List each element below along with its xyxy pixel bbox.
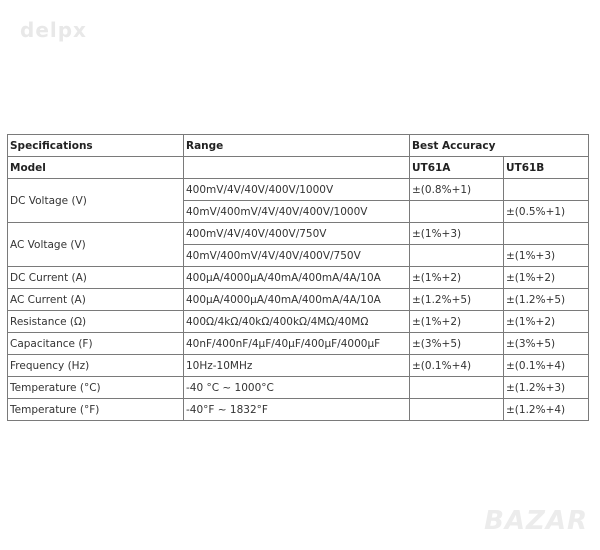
cell-ut61a [410, 399, 504, 421]
cell-ut61a: ±(1%+2) [410, 267, 504, 289]
table-row-ac-current [8, 289, 589, 311]
table-row-capacitance [8, 333, 589, 355]
model-range-empty [184, 157, 410, 179]
header-range: Range [184, 135, 410, 157]
cell-range: 400Ω/4kΩ/40kΩ/400kΩ/4MΩ/40MΩ [184, 311, 410, 333]
cell-ut61b [504, 179, 589, 201]
watermark-delpx: delpx [20, 18, 87, 42]
cell-ut61b [504, 223, 589, 245]
model-ut61a: UT61A [410, 157, 504, 179]
cell-ut61b: ±(0.1%+4) [504, 355, 589, 377]
header-best-accuracy: Best Accuracy [410, 135, 589, 157]
row-label-frequency: Frequency (Hz) [8, 355, 184, 377]
table-row-temperature-f [8, 399, 589, 421]
header-specifications: Specifications [8, 135, 184, 157]
cell-ut61a: ±(3%+5) [410, 333, 504, 355]
row-label-ac-current: AC Current (A) [8, 289, 184, 311]
cell-ut61a: ±(1%+3) [410, 223, 504, 245]
table-row-ac-voltage-1 [8, 223, 589, 245]
table-header-row [8, 135, 589, 157]
cell-range: 400µA/4000µA/40mA/400mA/4A/10A [184, 267, 410, 289]
cell-range: 10Hz-10MHz [184, 355, 410, 377]
cell-ut61b: ±(1.2%+4) [504, 399, 589, 421]
cell-range: 40mV/400mV/4V/40V/400V/750V [184, 245, 410, 267]
cell-ut61b: ±(0.5%+1) [504, 201, 589, 223]
row-label-temperature-f: Temperature (°F) [8, 399, 184, 421]
cell-range: 40mV/400mV/4V/40V/400V/1000V [184, 201, 410, 223]
row-label-dc-voltage: DC Voltage (V) [8, 179, 184, 223]
cell-ut61a [410, 377, 504, 399]
cell-ut61b: ±(3%+5) [504, 333, 589, 355]
cell-ut61b: ±(1%+2) [504, 267, 589, 289]
row-label-ac-voltage: AC Voltage (V) [8, 223, 184, 267]
table-row-frequency [8, 355, 589, 377]
cell-ut61a: ±(0.8%+1) [410, 179, 504, 201]
cell-ut61b: ±(1%+3) [504, 245, 589, 267]
cell-ut61a: ±(1.2%+5) [410, 289, 504, 311]
model-row [8, 157, 589, 179]
watermark-bazar: BAZAR [484, 506, 588, 536]
model-ut61b: UT61B [504, 157, 589, 179]
cell-range: -40°F ~ 1832°F [184, 399, 410, 421]
cell-ut61b: ±(1.2%+3) [504, 377, 589, 399]
cell-ut61a: ±(1%+2) [410, 311, 504, 333]
cell-range: 40nF/400nF/4µF/40µF/400µF/4000µF [184, 333, 410, 355]
row-label-dc-current: DC Current (A) [8, 267, 184, 289]
table-row-dc-voltage-1 [8, 179, 589, 201]
row-label-capacitance: Capacitance (F) [8, 333, 184, 355]
cell-ut61a [410, 201, 504, 223]
cell-range: 400mV/4V/40V/400V/750V [184, 223, 410, 245]
cell-ut61b: ±(1.2%+5) [504, 289, 589, 311]
specifications-table [7, 134, 589, 421]
table-row-resistance [8, 311, 589, 333]
cell-range: 400mV/4V/40V/400V/1000V [184, 179, 410, 201]
table-row-dc-current [8, 267, 589, 289]
cell-ut61a: ±(0.1%+4) [410, 355, 504, 377]
row-label-temperature-c: Temperature (°C) [8, 377, 184, 399]
row-label-resistance: Resistance (Ω) [8, 311, 184, 333]
cell-range: 400µA/4000µA/40mA/400mA/4A/10A [184, 289, 410, 311]
model-label: Model [8, 157, 184, 179]
cell-ut61a [410, 245, 504, 267]
table-row-temperature-c [8, 377, 589, 399]
cell-ut61b: ±(1%+2) [504, 311, 589, 333]
cell-range: -40 °C ~ 1000°C [184, 377, 410, 399]
